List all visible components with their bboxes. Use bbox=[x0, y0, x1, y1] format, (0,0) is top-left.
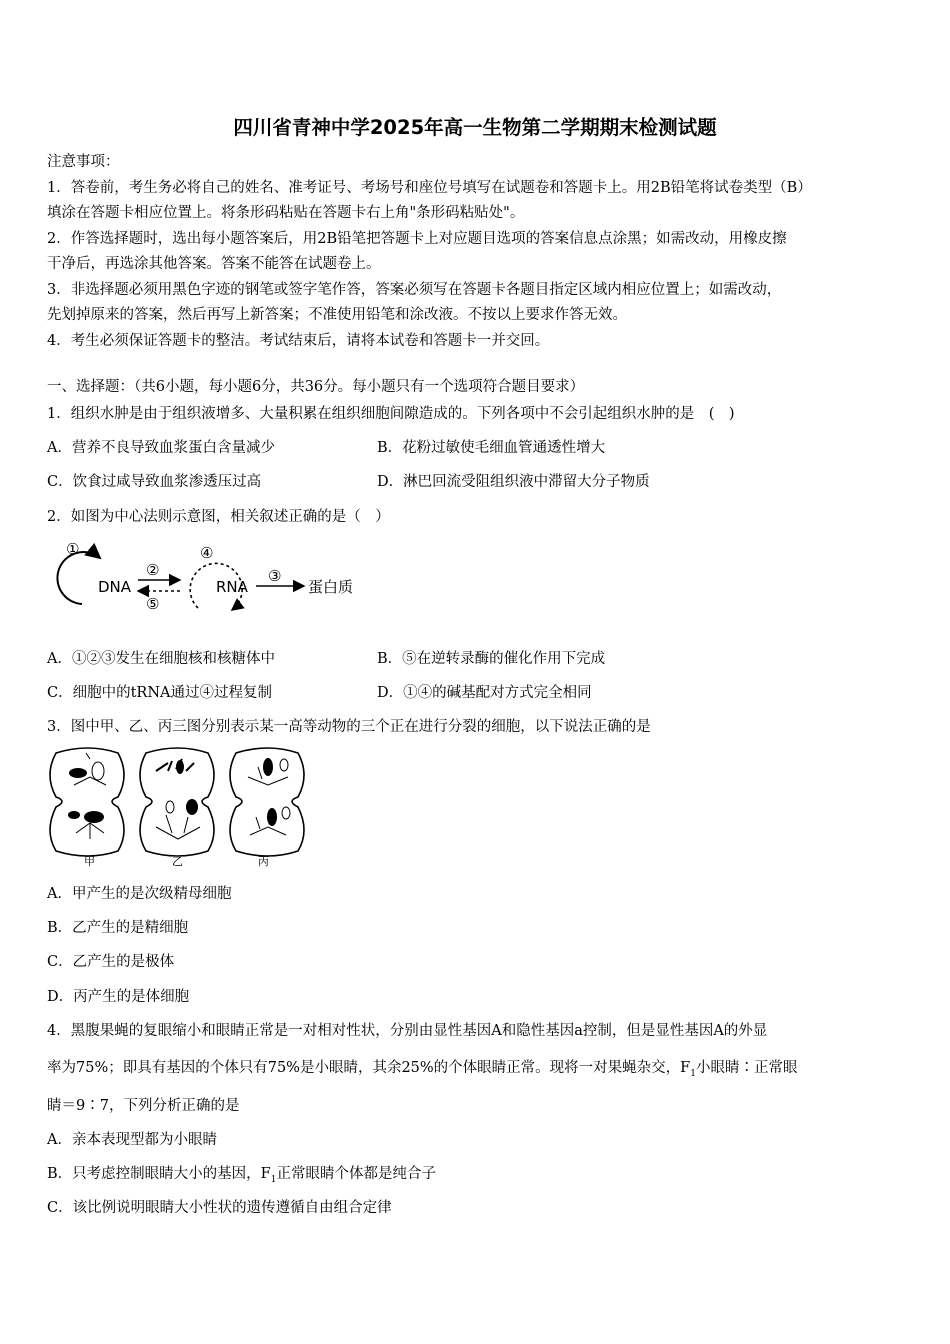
step-1-label: ① bbox=[66, 540, 80, 558]
label-jia: 甲 bbox=[84, 855, 95, 868]
cell-jia bbox=[50, 748, 124, 856]
q4-option-b-text: B．只考虑控制眼睛大小的基因，F bbox=[47, 1166, 271, 1182]
q1-option-d: D．淋巴回流受阻组织液中滞留大分子物质 bbox=[377, 474, 650, 490]
q1-option-a: A．营养不良导致血浆蛋白含量减少 bbox=[47, 440, 275, 456]
notice-heading: 注意事项： bbox=[47, 154, 120, 170]
q1-option-b: B．花粉过敏使毛细血管通透性增大 bbox=[377, 440, 606, 456]
step-2-label: ② bbox=[146, 561, 160, 579]
label-bing: 丙 bbox=[258, 855, 269, 868]
protein-label: 蛋白质 bbox=[308, 578, 354, 596]
cell-division-figure bbox=[46, 745, 308, 870]
step-4-label: ④ bbox=[200, 544, 214, 562]
q4-line-2-text: 率为75%；即具有基因的个体只有75%是小眼睛，其余25%的个体眼睛正常。现将一对果蝇杂交，F bbox=[47, 1060, 691, 1076]
q4-line-3: 睛＝9∶7，下列分析正确的是 bbox=[47, 1098, 240, 1114]
notice-line-1: 1．答卷前，考生务必将自己的姓名、准考证号、考场号和座位号填写在试题卷和答题卡上。用2B铅笔将试卷类型（B） bbox=[47, 179, 812, 196]
step-3-label: ③ bbox=[268, 567, 282, 585]
q2-option-c: C．细胞中的tRNA通过④过程复制 bbox=[47, 685, 272, 701]
notice-line-4: 干净后，再选涂其他答案。答案不能答在试题卷上。 bbox=[47, 256, 381, 272]
q3-option-c: C．乙产生的是极体 bbox=[47, 954, 175, 970]
q4-subscript: 1 bbox=[690, 1068, 696, 1079]
notice-line-3: 2．作答选择题时，选出每小题答案后，用2B铅笔把答题卡上对应题目选项的答案信息点涂黑；如需改动，用橡皮擦 bbox=[47, 230, 787, 247]
q3-option-b: B．乙产生的是精细胞 bbox=[47, 920, 189, 936]
cell-yi bbox=[140, 748, 214, 856]
q4-line-2-tail: 小眼睛∶正常眼 bbox=[695, 1060, 798, 1076]
dna-label: DNA bbox=[98, 578, 132, 596]
notice-section bbox=[47, 150, 907, 354]
q2-option-b: B．⑤在逆转录酶的催化作用下完成 bbox=[377, 651, 606, 667]
step-5-label: ⑤ bbox=[146, 595, 160, 613]
q3-stem: 3．图中甲、乙、丙三图分别表示某一高等动物的三个正在进行分裂的细胞，以下说法正确的是 bbox=[47, 719, 651, 735]
rna-label: RNA bbox=[216, 578, 248, 596]
notice-line-5: 3．非选择题必须用黑色字迹的钢笔或签字笔作答，答案必须写在答题卡各题目指定区域内相应位置上；如需改动， bbox=[47, 281, 782, 298]
central-dogma-diagram bbox=[48, 538, 378, 618]
q4-line-1: 4．黑腹果蝇的复眼缩小和眼睛正常是一对相对性状，分别由显性基因A和隐性基因a控制，但是显性基因A的外显 bbox=[47, 1023, 768, 1039]
q4-option-b-subscript: 1 bbox=[270, 1174, 277, 1185]
cell-bing bbox=[230, 748, 304, 856]
q3-option-d: D．丙产生的是体细胞 bbox=[47, 989, 190, 1005]
q4-option-b-tail: 正常眼睛个体都是纯合子 bbox=[276, 1166, 436, 1182]
q2-stem: 2．如图为中心法则示意图，相关叙述正确的是（ ） bbox=[47, 509, 390, 525]
q2-option-a: A．①②③发生在细胞核和核糖体中 bbox=[47, 651, 275, 667]
q4-option-c: C．该比例说明眼睛大小性状的遗传遵循自由组合定律 bbox=[47, 1200, 392, 1216]
notice-line-6: 先划掉原来的答案，然后再写上新答案；不准使用铅笔和涂改液。不按以上要求作答无效。 bbox=[47, 307, 627, 323]
q3-option-a: A．甲产生的是次级精母细胞 bbox=[47, 886, 232, 902]
notice-line-2: 填涂在答题卡相应位置上。将条形码粘贴在答题卡右上角"条形码粘贴处"。 bbox=[47, 205, 525, 221]
q1-stem: 1．组织水肿是由于组织液增多、大量积累在组织细胞间隙造成的。下列各项中不会引起组织水肿的是 ( ) bbox=[47, 406, 735, 422]
page-title: 四川省青神中学2025年高一生物第二学期期末检测试题 bbox=[233, 116, 717, 139]
label-yi: 乙 bbox=[172, 855, 183, 868]
q1-option-c: C．饮食过咸导致血浆渗透压过高 bbox=[47, 474, 262, 490]
q4-option-a: A．亲本表现型都为小眼睛 bbox=[47, 1132, 217, 1148]
q2-option-d: D．①④的碱基配对方式完全相同 bbox=[377, 685, 592, 701]
section-heading: 一、选择题：（共6小题，每小题6分，共36分。每小题只有一个选项符合题目要求） bbox=[47, 379, 585, 395]
q4-option-b bbox=[47, 1162, 436, 1185]
notice-line-7: 4．考生必须保证答题卡的整洁。考试结束后，请将本试卷和答题卡一并交回。 bbox=[47, 332, 550, 349]
q4-line-2 bbox=[47, 1056, 907, 1079]
